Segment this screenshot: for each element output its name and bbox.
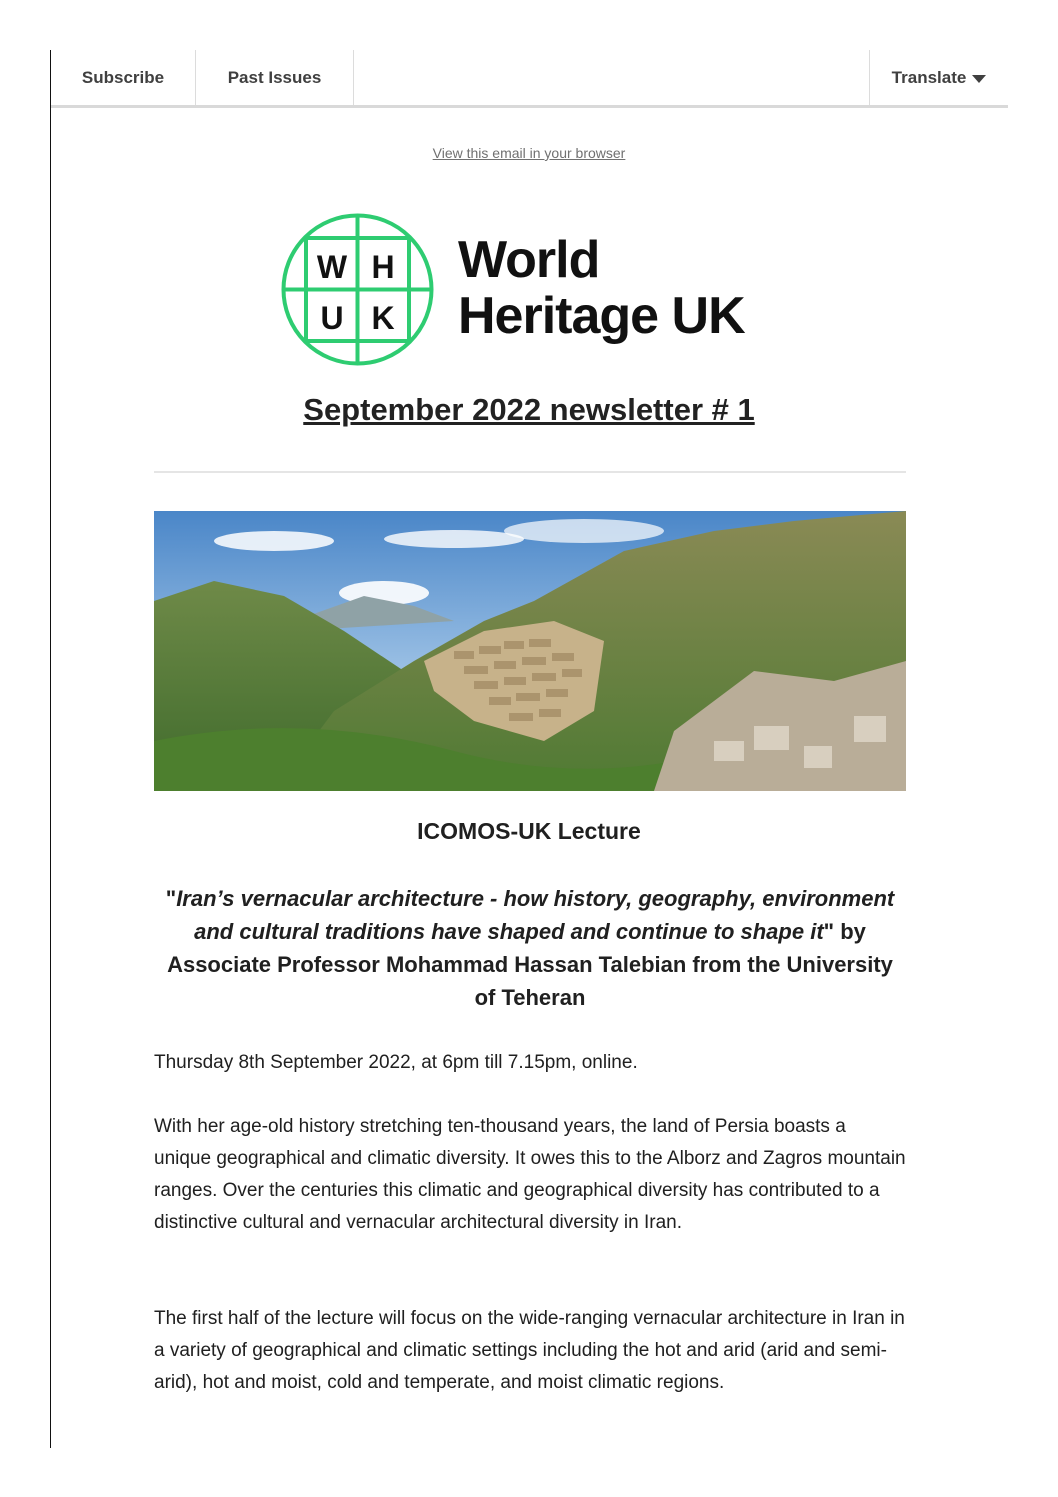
lecture-title [154,882,906,1014]
section-divider [154,471,906,473]
logo-wordmark [458,232,745,344]
whuk-logo-mark-icon [280,212,435,367]
whuk-logo[interactable] [280,212,790,372]
quote-open: " [165,886,177,911]
view-in-browser-link[interactable]: View this email in your browser [432,145,626,161]
lecture-byline: by Associate Professor Mohammad Hassan Talebian from the University of Teheran [167,919,893,1010]
caret-down-icon [972,75,986,83]
lecture-italic-title: Iran’s vernacular architecture - how history, geography, environment and cultural traditions have shaped and continue to shape it [176,886,895,944]
logo-letter-w: W [316,249,348,285]
past-issues-button[interactable] [196,50,354,105]
subscribe-label: Subscribe [81,67,165,87]
translate-label: Translate [891,67,967,87]
top-navigation-bar [51,50,1008,108]
logo-letter-k: K [371,300,395,336]
translate-dropdown[interactable] [869,50,1008,105]
body-paragraph-2: The first half of the lecture will focus on the wide-ranging vernacular architecture in Iran in a variety of geographical and climatic settings including the hot and arid (arid and semi-arid), hot and moist, cold and temperate, and moist climatic regions. [154,1308,905,1393]
subscribe-button[interactable] [51,50,196,105]
logo-line-world: World [458,231,600,289]
logo-line-heritage: Heritage UK [458,287,745,345]
past-issues-label: Past Issues [227,67,322,87]
quote-close: " [823,919,835,944]
event-date-paragraph: Thursday 8th September 2022, at 6pm till 7.15pm, online. [154,1052,638,1073]
left-border-rule [50,50,51,1448]
section-title: ICOMOS-UK Lecture [417,818,641,844]
logo-letter-u: U [320,300,344,336]
mountain-village-photo-icon [154,511,906,791]
body-paragraph-1: With her age-old history stretching ten-thousand years, the land of Persia boasts a unique geographical and climatic diversity. It owes this to the Alborz and Zagros mountain ranges. Over the centuries this climatic and geographical diversity has contributed to a distinctive cultural and vernacular architectural diversity in Iran. [154,1116,906,1233]
logo-letter-h: H [371,249,395,285]
hero-image [154,511,906,791]
newsletter-title-link[interactable]: September 2022 newsletter # 1 [303,392,755,427]
